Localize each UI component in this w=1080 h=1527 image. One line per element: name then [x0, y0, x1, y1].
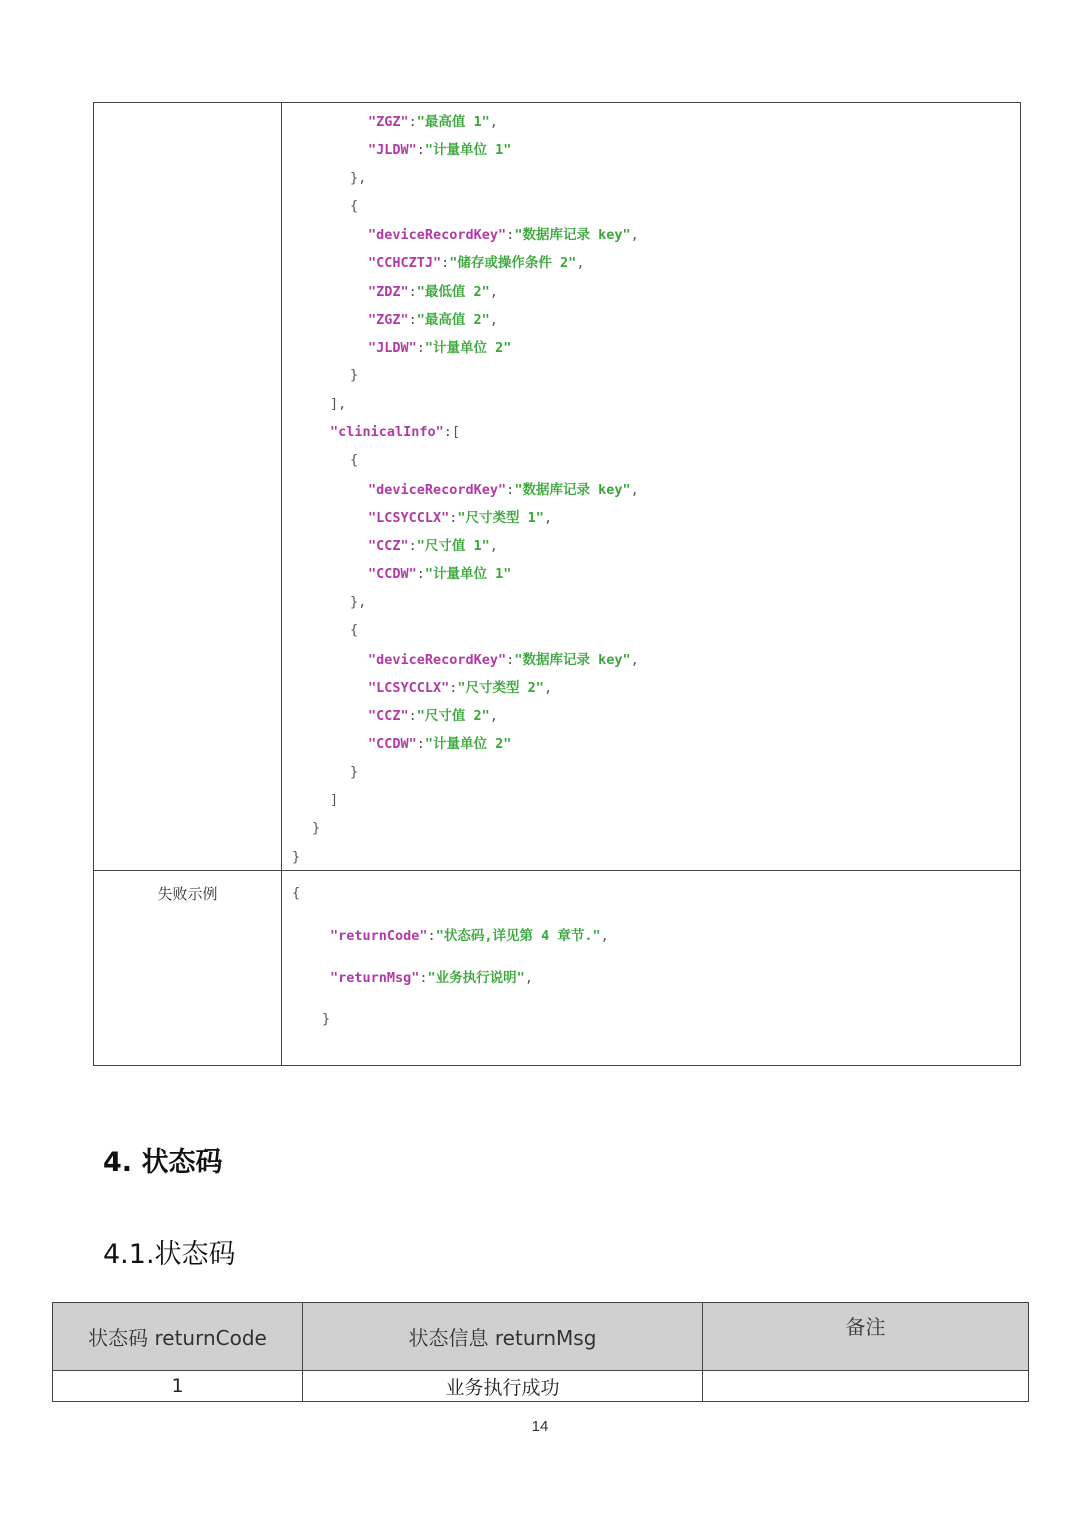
- code-line: "deviceRecordKey":"数据库记录 key",: [368, 482, 639, 498]
- code-line: "ZGZ":"最高值 1",: [368, 114, 498, 130]
- code-line: "clinicalInfo":[: [330, 424, 461, 440]
- fail-close-brace: }: [322, 1011, 331, 1027]
- code-line: "CCDW":"计量单位 1": [368, 566, 512, 582]
- code-line: "JLDW":"计量单位 1": [368, 142, 512, 158]
- fail-code-line: "returnMsg":"业务执行说明",: [330, 970, 533, 986]
- code-line: {: [350, 622, 359, 638]
- fail-open-brace: {: [292, 885, 301, 901]
- table-row: [53, 1371, 1029, 1402]
- subsection-heading: 4.1.状态码: [103, 1239, 236, 1270]
- fail-code-cell: [282, 871, 1021, 1066]
- success-code-block: [282, 103, 1020, 870]
- header-return-code: 状态码 returnCode: [53, 1303, 303, 1371]
- cell-return-msg: 业务执行成功: [303, 1371, 703, 1402]
- fail-code-block: [282, 871, 1020, 1065]
- code-line: {: [350, 452, 359, 468]
- code-line: ]: [330, 792, 339, 808]
- code-line: "LCSYCCLX":"尺寸类型 1",: [368, 510, 553, 526]
- header-note: 备注: [703, 1303, 1029, 1371]
- code-line: }: [292, 849, 301, 865]
- fail-example-label: 失败示例: [157, 885, 218, 903]
- code-line: "CCHCZTJ":"储存或操作条件 2",: [368, 255, 585, 271]
- code-line: "ZDZ":"最低值 2",: [368, 284, 498, 300]
- empty-label-cell: [94, 103, 282, 871]
- code-line: "LCSYCCLX":"尺寸类型 2",: [368, 680, 553, 696]
- fail-label-cell: [94, 871, 282, 1066]
- code-line: ],: [330, 396, 347, 412]
- code-line: }: [350, 367, 359, 383]
- code-line: }: [312, 820, 321, 836]
- code-line: }: [350, 764, 359, 780]
- code-line: "CCDW":"计量单位 2": [368, 736, 512, 752]
- code-line: "ZGZ":"最高值 2",: [368, 312, 498, 328]
- page-number: 14: [531, 1418, 549, 1435]
- code-line: {: [350, 198, 359, 214]
- section-heading: 4. 状态码: [103, 1147, 223, 1178]
- code-line: "deviceRecordKey":"数据库记录 key",: [368, 227, 639, 243]
- header-return-msg: 状态信息 returnMsg: [303, 1303, 703, 1371]
- code-line: "CCZ":"尺寸值 2",: [368, 708, 498, 724]
- code-line: },: [350, 170, 367, 186]
- code-line: "deviceRecordKey":"数据库记录 key",: [368, 652, 639, 668]
- code-line: },: [350, 594, 367, 610]
- api-example-table: [93, 102, 1021, 1066]
- success-code-cell: [282, 103, 1021, 871]
- status-table-header-row: [53, 1303, 1029, 1371]
- fail-code-line: "returnCode":"状态码,详见第 4 章节.",: [330, 928, 609, 944]
- code-line: "JLDW":"计量单位 2": [368, 340, 512, 356]
- code-line: "CCZ":"尺寸值 1",: [368, 538, 498, 554]
- cell-return-code: 1: [53, 1371, 303, 1402]
- status-code-table: [52, 1302, 1029, 1402]
- cell-note: [703, 1371, 1029, 1402]
